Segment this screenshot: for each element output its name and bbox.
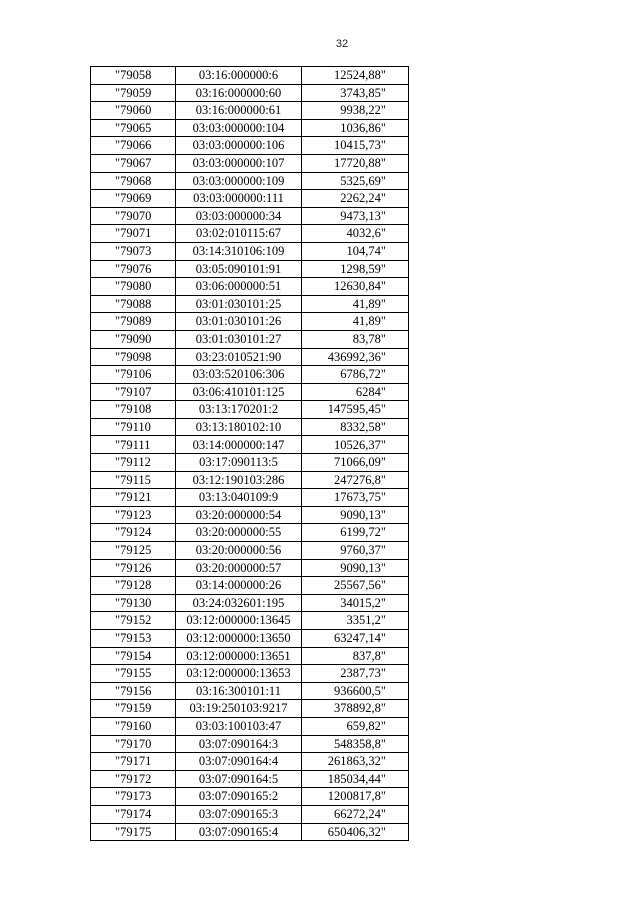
table-row [91, 190, 409, 208]
row-number-cell: "79073 [91, 242, 176, 260]
value-cell: 9090,13" [302, 506, 409, 524]
cadastral-number-cell: 03:05:090101:91 [176, 260, 302, 278]
cadastral-number-cell: 03:16:000000:61 [176, 102, 302, 120]
value-cell: 147595,45" [302, 401, 409, 419]
table-row [91, 313, 409, 331]
row-number-cell: "79121 [91, 489, 176, 507]
value-cell: 8332,58" [302, 418, 409, 436]
cadastral-number-cell: 03:16:000000:60 [176, 84, 302, 102]
value-cell: 247276,8" [302, 471, 409, 489]
row-number-cell: "79076 [91, 260, 176, 278]
cadastral-number-cell: 03:03:100103:47 [176, 717, 302, 735]
row-number-cell: "79068 [91, 172, 176, 190]
value-cell: 63247,14" [302, 630, 409, 648]
row-number-cell: "79175 [91, 823, 176, 841]
table-row [91, 542, 409, 560]
cadastral-number-cell: 03:07:090164:3 [176, 735, 302, 753]
cadastral-number-cell: 03:17:090113:5 [176, 454, 302, 472]
value-cell: 10526,37" [302, 436, 409, 454]
row-number-cell: "79089 [91, 313, 176, 331]
row-number-cell: "79111 [91, 436, 176, 454]
cadastral-number-cell: 03:03:000000:107 [176, 154, 302, 172]
value-cell: 6199,72" [302, 524, 409, 542]
cadastral-number-cell: 03:20:000000:54 [176, 506, 302, 524]
value-cell: 378892,8" [302, 700, 409, 718]
table-row [91, 418, 409, 436]
row-number-cell: "79080 [91, 278, 176, 296]
value-cell: 548358,8" [302, 735, 409, 753]
cadastral-number-cell: 03:14:000000:147 [176, 436, 302, 454]
value-cell: 25567,56" [302, 577, 409, 595]
cadastral-number-cell: 03:14:000000:26 [176, 577, 302, 595]
table-row [91, 137, 409, 155]
row-number-cell: "79172 [91, 770, 176, 788]
value-cell: 4032,6" [302, 225, 409, 243]
row-number-cell: "79130 [91, 594, 176, 612]
row-number-cell: "79126 [91, 559, 176, 577]
row-number-cell: "79123 [91, 506, 176, 524]
value-cell: 1200817,8" [302, 788, 409, 806]
value-cell: 6284" [302, 383, 409, 401]
row-number-cell: "79154 [91, 647, 176, 665]
table-row [91, 330, 409, 348]
cadastral-number-cell: 03:03:000000:106 [176, 137, 302, 155]
cadastral-number-cell: 03:19:250103:9217 [176, 700, 302, 718]
value-cell: 9090,13" [302, 559, 409, 577]
value-cell: 936600,5" [302, 682, 409, 700]
table-row [91, 295, 409, 313]
table-row [91, 225, 409, 243]
table-row [91, 805, 409, 823]
value-cell: 1036,86" [302, 119, 409, 137]
row-number-cell: "79059 [91, 84, 176, 102]
table-row [91, 753, 409, 771]
cadastral-number-cell: 03:13:170201:2 [176, 401, 302, 419]
value-cell: 5325,69" [302, 172, 409, 190]
row-number-cell: "79070 [91, 207, 176, 225]
value-cell: 261863,32" [302, 753, 409, 771]
row-number-cell: "79153 [91, 630, 176, 648]
cadastral-number-cell: 03:20:000000:57 [176, 559, 302, 577]
table-row [91, 119, 409, 137]
cadastral-number-cell: 03:01:030101:27 [176, 330, 302, 348]
row-number-cell: "79171 [91, 753, 176, 771]
row-number-cell: "79124 [91, 524, 176, 542]
cadastral-number-cell: 03:07:090165:2 [176, 788, 302, 806]
cadastral-number-cell: 03:12:190103:286 [176, 471, 302, 489]
cadastral-number-cell: 03:02:010115:67 [176, 225, 302, 243]
table-row [91, 454, 409, 472]
table-row [91, 207, 409, 225]
row-number-cell: "79071 [91, 225, 176, 243]
cadastral-number-cell: 03:06:410101:125 [176, 383, 302, 401]
cadastral-number-cell: 03:07:090164:5 [176, 770, 302, 788]
table-row [91, 102, 409, 120]
row-number-cell: "79108 [91, 401, 176, 419]
cadastral-number-cell: 03:03:000000:104 [176, 119, 302, 137]
row-number-cell: "79069 [91, 190, 176, 208]
value-cell: 185034,44" [302, 770, 409, 788]
value-cell: 12524,88" [302, 67, 409, 85]
row-number-cell: "79173 [91, 788, 176, 806]
table-row [91, 559, 409, 577]
table-row [91, 823, 409, 841]
cadastral-number-cell: 03:13:180102:10 [176, 418, 302, 436]
table-row [91, 524, 409, 542]
table-row [91, 770, 409, 788]
table-row [91, 735, 409, 753]
value-cell: 10415,73" [302, 137, 409, 155]
row-number-cell: "79107 [91, 383, 176, 401]
cadastral-number-cell: 03:07:090164:4 [176, 753, 302, 771]
cadastral-number-cell: 03:03:000000:109 [176, 172, 302, 190]
cadastral-number-cell: 03:03:520106:306 [176, 366, 302, 384]
table-row [91, 577, 409, 595]
value-cell: 41,89" [302, 313, 409, 331]
value-cell: 12630,84" [302, 278, 409, 296]
table-row [91, 67, 409, 85]
value-cell: 83,78" [302, 330, 409, 348]
row-number-cell: "79125 [91, 542, 176, 560]
value-cell: 9760,37" [302, 542, 409, 560]
row-number-cell: "79160 [91, 717, 176, 735]
cadastral-number-cell: 03:03:000000:111 [176, 190, 302, 208]
row-number-cell: "79128 [91, 577, 176, 595]
value-cell: 34015,2" [302, 594, 409, 612]
value-cell: 9938,22" [302, 102, 409, 120]
cadastral-number-cell: 03:01:030101:26 [176, 313, 302, 331]
cadastral-number-cell: 03:03:000000:34 [176, 207, 302, 225]
cadastral-number-cell: 03:14:310106:109 [176, 242, 302, 260]
row-number-cell: "79110 [91, 418, 176, 436]
row-number-cell: "79155 [91, 665, 176, 683]
table-row [91, 242, 409, 260]
table-row [91, 612, 409, 630]
table-row [91, 489, 409, 507]
row-number-cell: "79152 [91, 612, 176, 630]
value-cell: 6786,72" [302, 366, 409, 384]
row-number-cell: "79058 [91, 67, 176, 85]
cadastral-number-cell: 03:23:010521:90 [176, 348, 302, 366]
cadastral-number-cell: 03:07:090165:3 [176, 805, 302, 823]
table-row [91, 260, 409, 278]
data-table [90, 66, 409, 841]
value-cell: 104,74" [302, 242, 409, 260]
value-cell: 837,8" [302, 647, 409, 665]
value-cell: 3351,2" [302, 612, 409, 630]
value-cell: 2262,24" [302, 190, 409, 208]
cadastral-number-cell: 03:01:030101:25 [176, 295, 302, 313]
table-row [91, 506, 409, 524]
value-cell: 9473,13" [302, 207, 409, 225]
cadastral-number-cell: 03:16:300101:11 [176, 682, 302, 700]
row-number-cell: "79090 [91, 330, 176, 348]
table-row [91, 172, 409, 190]
row-number-cell: "79088 [91, 295, 176, 313]
table-row [91, 594, 409, 612]
cadastral-number-cell: 03:20:000000:55 [176, 524, 302, 542]
row-number-cell: "79060 [91, 102, 176, 120]
value-cell: 659,82" [302, 717, 409, 735]
row-number-cell: "79065 [91, 119, 176, 137]
value-cell: 17673,75" [302, 489, 409, 507]
cadastral-number-cell: 03:12:000000:13650 [176, 630, 302, 648]
row-number-cell: "79112 [91, 454, 176, 472]
cadastral-number-cell: 03:12:000000:13645 [176, 612, 302, 630]
table-body [91, 67, 409, 841]
table-row [91, 278, 409, 296]
cadastral-number-cell: 03:13:040109:9 [176, 489, 302, 507]
cadastral-number-cell: 03:12:000000:13651 [176, 647, 302, 665]
table-row [91, 630, 409, 648]
value-cell: 3743,85" [302, 84, 409, 102]
table-row [91, 665, 409, 683]
table-row [91, 700, 409, 718]
table-row [91, 647, 409, 665]
cadastral-number-cell: 03:12:000000:13653 [176, 665, 302, 683]
row-number-cell: "79174 [91, 805, 176, 823]
value-cell: 1298,59" [302, 260, 409, 278]
table-row [91, 348, 409, 366]
table-row [91, 401, 409, 419]
value-cell: 66272,24" [302, 805, 409, 823]
value-cell: 17720,88" [302, 154, 409, 172]
table-row [91, 383, 409, 401]
cadastral-number-cell: 03:16:000000:6 [176, 67, 302, 85]
table-row [91, 682, 409, 700]
table-row [91, 788, 409, 806]
value-cell: 436992,36" [302, 348, 409, 366]
value-cell: 2387,73" [302, 665, 409, 683]
value-cell: 650406,32" [302, 823, 409, 841]
row-number-cell: "79106 [91, 366, 176, 384]
table-row [91, 366, 409, 384]
row-number-cell: "79066 [91, 137, 176, 155]
cadastral-number-cell: 03:07:090165:4 [176, 823, 302, 841]
value-cell: 41,89" [302, 295, 409, 313]
table-row [91, 471, 409, 489]
table-row [91, 84, 409, 102]
table-row [91, 436, 409, 454]
row-number-cell: "79170 [91, 735, 176, 753]
cadastral-number-cell: 03:06:000000:51 [176, 278, 302, 296]
table-row [91, 717, 409, 735]
cadastral-number-cell: 03:24:032601:195 [176, 594, 302, 612]
row-number-cell: "79159 [91, 700, 176, 718]
table-row [91, 154, 409, 172]
row-number-cell: "79115 [91, 471, 176, 489]
row-number-cell: "79067 [91, 154, 176, 172]
value-cell: 71066,09" [302, 454, 409, 472]
row-number-cell: "79098 [91, 348, 176, 366]
cadastral-number-cell: 03:20:000000:56 [176, 542, 302, 560]
page-number: 32 [335, 38, 349, 50]
row-number-cell: "79156 [91, 682, 176, 700]
